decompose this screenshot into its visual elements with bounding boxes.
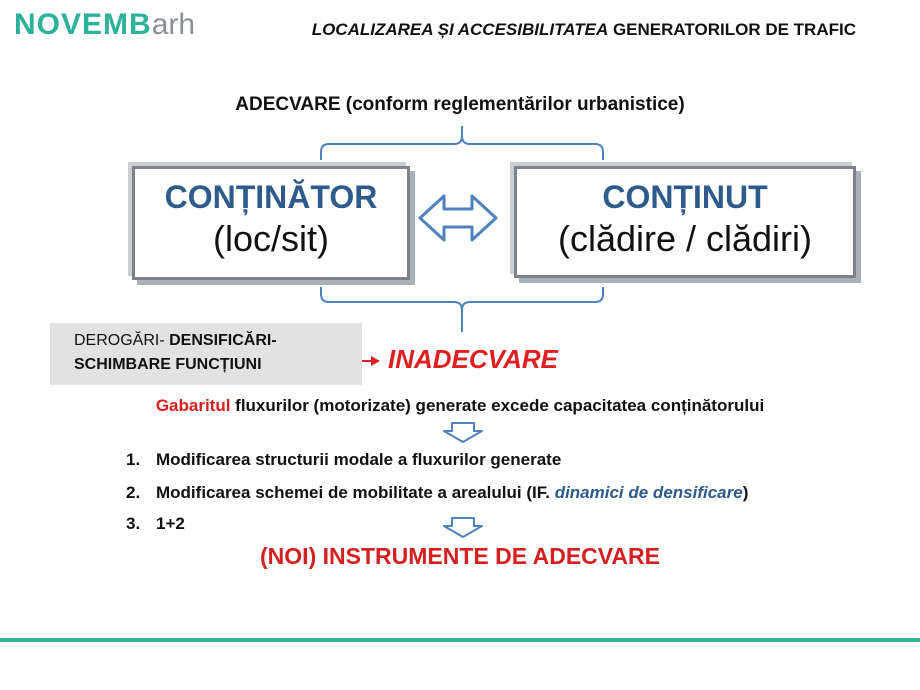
derogari-box — [50, 323, 362, 385]
heading-adecvare: ADECVARE (conform reglementărilor urbanistice) — [235, 94, 685, 115]
derogari-bold2: SCHIMBARE FUNCȚIUNI — [74, 356, 262, 373]
continator-box — [132, 166, 410, 280]
continator-title: CONȚINĂTOR — [164, 179, 378, 215]
red-arrow-head-icon — [371, 356, 380, 366]
conclusion-title: (NOI) INSTRUMENTE DE ADECVARE — [260, 543, 660, 569]
gabarit-red: Gabaritul — [155, 396, 231, 415]
continut-title: CONȚINUT — [602, 179, 768, 215]
gabarit-statement — [0, 396, 920, 416]
inadecvare-label: INADECVARE — [388, 344, 558, 374]
footer-divider — [0, 638, 920, 642]
list-item-3: 3. 1+2 — [126, 514, 185, 533]
header-title-italic: LOCALIZAREA ȘI ACCESIBILITATEA — [311, 20, 609, 39]
double-arrow-icon — [420, 196, 496, 240]
derogari-prefix: DEROGĂRI- — [74, 332, 170, 349]
down-arrow-icon-2 — [444, 518, 482, 537]
continut-box — [514, 166, 856, 278]
top-brace — [321, 126, 603, 160]
down-arrow-icon — [444, 423, 482, 442]
novembarh-logo: NOVEMBarh — [14, 8, 196, 41]
bottom-brace — [321, 287, 603, 332]
list-item-2: 2. Modificarea schemei de mobilitate a arealului (IF. dinamici de densificare) — [126, 483, 749, 502]
list-item-1: 1. Modificarea structurii modale a fluxurilor generate — [126, 450, 562, 469]
gabarit-rest: fluxurilor (motorizate) generate excede capacitatea conținătorului — [230, 396, 765, 415]
header-title-rest: GENERATORILOR DE TRAFIC — [608, 20, 856, 39]
derogari-bold1: DENSIFICĂRI- — [169, 332, 277, 349]
continator-subtitle: (loc/sit) — [213, 218, 329, 259]
continut-subtitle: (clădire / clădiri) — [557, 218, 813, 259]
